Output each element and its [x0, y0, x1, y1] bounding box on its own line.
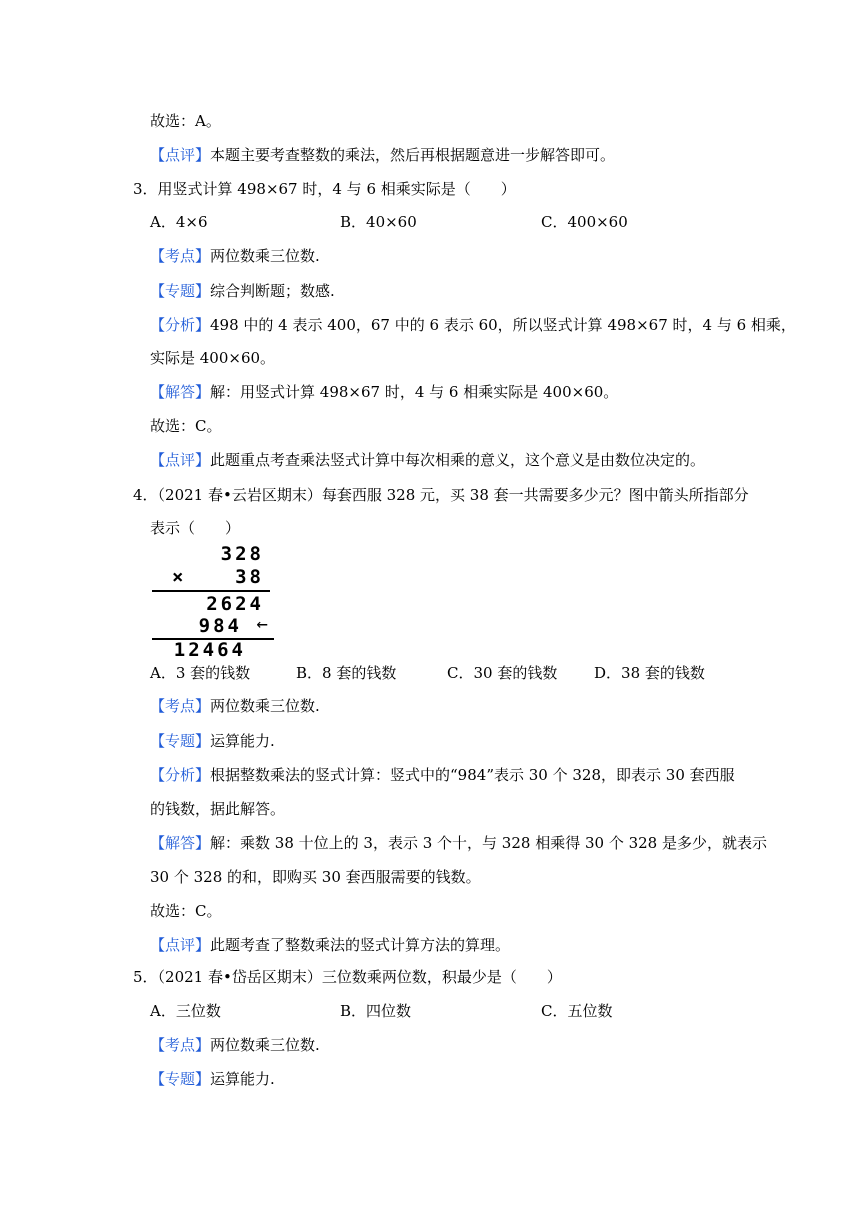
solution-text: 解：用竖式计算 498×67 时，4 与 6 相乘实际是 400×60。 — [210, 383, 619, 401]
tag-label: 【考点】 — [150, 247, 211, 265]
tag-label: 【解答】 — [150, 383, 211, 401]
topic-line — [150, 731, 275, 751]
question-4: 4．（2021 春•云岩区期末）每套西服 328 元，买 38 套一共需要多少元？图中箭头所指部分 — [133, 486, 749, 504]
tag-label: 【点评】 — [150, 451, 211, 469]
answer-line: 故选：C。 — [150, 902, 222, 920]
tag-label: 【考点】 — [150, 1036, 211, 1054]
tag-label: 【点评】 — [150, 146, 211, 164]
multiplier: 38 — [235, 566, 264, 588]
topic-text: 综合判断题；数感. — [210, 282, 335, 300]
multiplicand: 328 — [220, 543, 264, 565]
option-b: B．四位数 — [340, 1002, 412, 1020]
topic-line — [150, 281, 335, 301]
product: 12464 — [173, 639, 246, 661]
topic-text: 运算能力. — [210, 1070, 275, 1088]
comment-line — [150, 145, 615, 165]
solution-text: 解：乘数 38 十位上的 3，表示 3 个十，与 328 相乘得 30 个 328 是多少，就表示 — [210, 834, 767, 852]
analysis-text: 498 中的 4 表示 400，67 中的 6 表示 60，所以竖式计算 498×67 时，4 与 6 相乘， — [210, 316, 796, 334]
analysis-line-2: 的钱数，据此解答。 — [150, 800, 286, 818]
tag-label: 【分析】 — [150, 316, 211, 334]
question-3: 3．用竖式计算 498×67 时，4 与 6 相乘实际是（ ） — [133, 180, 516, 198]
option-c: C．30 套的钱数 — [447, 664, 558, 682]
point-text: 两位数乘三位数. — [210, 247, 320, 265]
question-5: 5．（2021 春•岱岳区期末）三位数乘两位数，积最少是（ ） — [133, 968, 562, 986]
solution-line — [150, 833, 767, 853]
arrow-left-icon: ← — [256, 613, 268, 635]
rule-line — [152, 590, 270, 592]
times-sign: × — [172, 566, 184, 588]
partial-product-1: 2624 — [206, 593, 264, 615]
comment-line — [150, 935, 510, 955]
option-a: A．4×6 — [150, 213, 208, 231]
tag-label: 【专题】 — [150, 282, 211, 300]
comment-text: 本题主要考查整数的乘法，然后再根据题意进一步解答即可。 — [210, 146, 616, 164]
option-a: A．3 套的钱数 — [150, 664, 251, 682]
analysis-line — [150, 315, 796, 335]
comment-text: 此题考查了整数乘法的竖式计算方法的算理。 — [210, 936, 511, 954]
tag-label: 【点评】 — [150, 936, 211, 954]
topic-text: 运算能力. — [210, 732, 275, 750]
analysis-text: 根据整数乘法的竖式计算：竖式中的“984”表示 30 个 328，即表示 30 套西服 — [210, 766, 735, 784]
tag-label: 【解答】 — [150, 834, 211, 852]
tag-label: 【专题】 — [150, 732, 211, 750]
comment-line — [150, 450, 705, 470]
point-text: 两位数乘三位数. — [210, 1036, 320, 1054]
point-line — [150, 696, 320, 716]
comment-text: 此题重点考查乘法竖式计算中每次相乘的意义，这个意义是由数位决定的。 — [210, 451, 706, 469]
option-c: C．五位数 — [541, 1002, 613, 1020]
point-text: 两位数乘三位数. — [210, 697, 320, 715]
partial-product-2: 984 — [198, 615, 242, 637]
topic-line — [150, 1069, 275, 1089]
point-line — [150, 246, 320, 266]
option-b: B．40×60 — [340, 213, 417, 231]
point-line — [150, 1035, 320, 1055]
analysis-line-2: 实际是 400×60。 — [150, 349, 276, 367]
option-d: D．38 套的钱数 — [594, 664, 705, 682]
tag-label: 【专题】 — [150, 1070, 211, 1088]
option-a: A．三位数 — [150, 1002, 221, 1020]
question-4-line-2: 表示（ ） — [150, 519, 241, 537]
answer-line: 故选：C。 — [150, 417, 222, 435]
analysis-line — [150, 765, 735, 785]
vertical-multiplication — [152, 543, 280, 661]
solution-line-2: 30 个 328 的和，即购买 30 套西服需要的钱数。 — [150, 868, 481, 886]
tag-label: 【考点】 — [150, 697, 211, 715]
option-b: B．8 套的钱数 — [296, 664, 397, 682]
tag-label: 【分析】 — [150, 766, 211, 784]
solution-line — [150, 382, 618, 402]
option-c: C．400×60 — [541, 213, 628, 231]
answer-line: 故选：A。 — [150, 112, 221, 130]
